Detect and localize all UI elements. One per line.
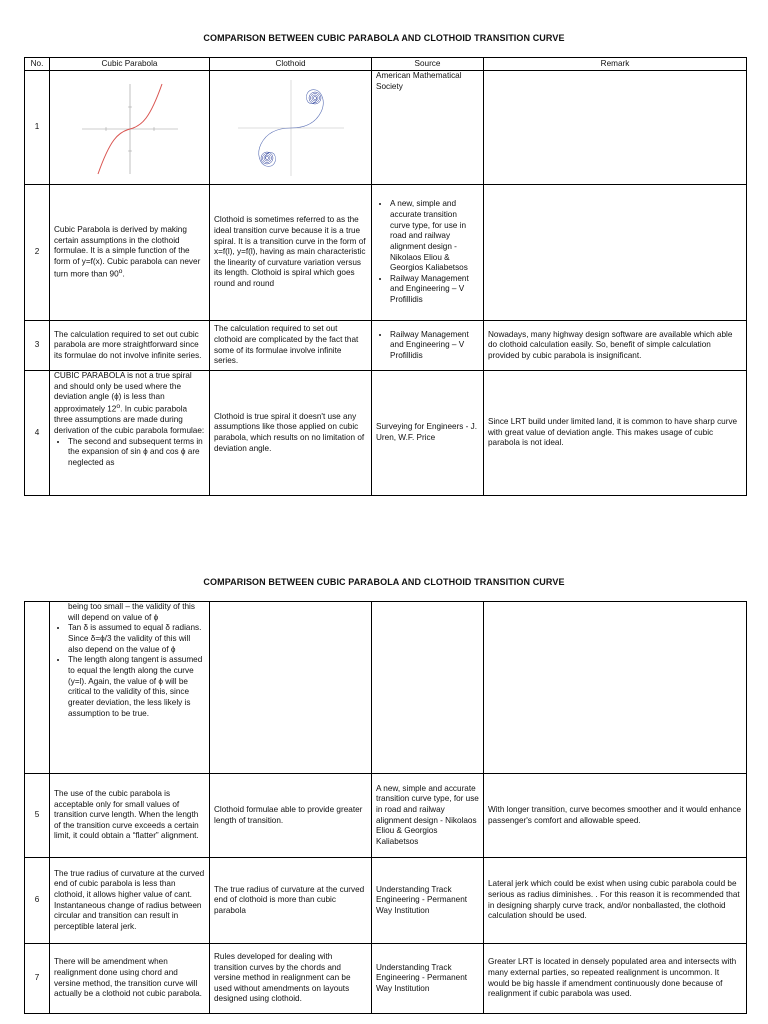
clothoid-cell: The calculation required to set out clothoid are complicated by the fact that some of its formulae involve infinite series. <box>210 321 372 371</box>
header-source: Source <box>372 58 484 71</box>
comparison-table-page-2 <box>24 601 747 1014</box>
table-row <box>25 944 747 1014</box>
remark-cell <box>484 71 747 185</box>
remark-cell: Nowadays, many highway design software are available which able do clothoid calculation easily. So, benefit of simple calculation provided by cubic parabola is insignificant. <box>484 321 747 371</box>
row-number: 5 <box>25 774 50 858</box>
cubic-parabola-cell: The true radius of curvature at the curved end of cubic parabola is less than clothoid, it allows higher value of cant. Instantaneous change of radius between circular and transition can result in perceptible lateral jerk. <box>50 858 210 944</box>
source-cell: Understanding Track Engineering - Permanent Way Institution <box>372 858 484 944</box>
row-number: 4 <box>25 371 50 496</box>
remark-cell: Lateral jerk which could be exist when using cubic parabola could be serious as radius diminishes. . For this reason it is recommended that in designing sharply curve track, and/or nonballasted, the clothoid calculation should be used. <box>484 858 747 944</box>
table-row <box>25 185 747 321</box>
clothoid-cell: The true radius of curvature at the curved end of clothoid is more than cubic parabola <box>210 858 372 944</box>
header-clothoid: Clothoid <box>210 58 372 71</box>
source-cell: A new, simple and accurate transition curve type, for use in road and railway alignment design - Nikolaos Eliou & Georgios Kaliabetsos <box>372 774 484 858</box>
list-item: • Tan δ is assumed to equal δ radians. Since δ=ϕ/3 the validity of this will also depend on the value of ϕ <box>68 623 205 655</box>
table-row <box>25 371 747 496</box>
header-row <box>25 58 747 71</box>
header-no: No. <box>25 58 50 71</box>
source-cell: Understanding Track Engineering - Permanent Way Institution <box>372 944 484 1014</box>
source-cell <box>372 602 484 774</box>
table-row <box>25 858 747 944</box>
cubic-text: Cubic Parabola is derived by making certain assumptions in the clothoid formulae. It is a simple function of the form of y=f(x). Cubic parabola can never turn more than 90 <box>54 224 201 279</box>
source-text: American Mathematical Society <box>376 71 462 91</box>
assumption-list <box>54 623 205 719</box>
row-number: 3 <box>25 321 50 371</box>
comparison-table-page-1 <box>24 57 747 496</box>
source-cell <box>372 321 484 371</box>
clothoid-cell: Clothoid formulae able to provide greater length of transition. <box>210 774 372 858</box>
source-cell <box>372 71 484 185</box>
degree-superscript: o <box>116 402 121 410</box>
cubic-parabola-plot <box>80 80 180 176</box>
cubic-text: CUBIC PARABOLA is not a true spiral and should only be used where the deviation angle (ϕ) is less than approximately 12 <box>54 371 192 414</box>
row-number: 1 <box>25 71 50 185</box>
page-title: COMPARISON BETWEEN CUBIC PARABOLA AND CLOTHOID TRANSITION CURVE <box>203 33 565 43</box>
remark-cell: With longer transition, curve becomes smoother and it would enhance passenger's comfort and allowable speed. <box>484 774 747 858</box>
clothoid-cell: Clothoid is sometimes referred to as the ideal transition curve because it is a true spiral. It is a transition curve in the form of x=f(l), y=f(l), having as main characteristic the linearity of curvature variation versus its length. Clothoid is spiral which goes round and round <box>210 185 372 321</box>
source-cell: Surveying for Engineers - J. Uren, W.F. Price <box>372 371 484 496</box>
table-row <box>25 602 747 774</box>
list-item: • Railway Management and Engineering – V Profillidis <box>390 330 479 362</box>
page-title: COMPARISON BETWEEN CUBIC PARABOLA AND CLOTHOID TRANSITION CURVE <box>203 577 565 587</box>
cubic-parabola-cell <box>50 602 210 774</box>
remark-cell: Greater LRT is located in densely populated area and intersects with many external parties, so repeated realignment is uncommon. It would be big hassle if amendment continuously done because of realignment if cubic parabola was used. <box>484 944 747 1014</box>
continued-text: being too small – the validity of this will depend on value of ϕ <box>68 602 195 622</box>
row-number: 2 <box>25 185 50 321</box>
cubic-parabola-cell <box>50 185 210 321</box>
source-list <box>376 330 479 362</box>
clothoid-cell <box>210 602 372 774</box>
remark-cell <box>484 602 747 774</box>
clothoid-graph <box>210 71 372 185</box>
cubic-parabola-cell: The calculation required to set out cubic parabola are more straightforward since its formulae do not involve infinite series. <box>50 321 210 371</box>
cubic-parabola-cell: There will be amendment when realignment done using chord and versine method, the transition curve will actually be a clothoid not cubic parabola. <box>50 944 210 1014</box>
list-item: • Railway Management and Engineering – V Profillidis <box>390 274 479 306</box>
source-cell <box>372 185 484 321</box>
cubic-parabola-cell: The use of the cubic parabola is acceptable only for small values of transition curve length. When the length of the transition curve exceeds a certain limit, it could obtain a “flatter” alignment. <box>50 774 210 858</box>
header-remark: Remark <box>484 58 747 71</box>
cubic-parabola-cell <box>50 371 210 496</box>
cubic-text-end: . <box>122 269 125 279</box>
list-item: • The second and subsequent terms in the expansion of sin ϕ and cos ϕ are neglected as <box>68 437 205 469</box>
row-number: 6 <box>25 858 50 944</box>
assumption-list <box>54 437 205 469</box>
clothoid-cell: Rules developed for dealing with transition curves by the chords and versine method in realignment can be used without amendments on layouts designed using clothoid. <box>210 944 372 1014</box>
clothoid-plot <box>236 78 346 178</box>
table-row <box>25 774 747 858</box>
header-cubic-parabola: Cubic Parabola <box>50 58 210 71</box>
remark-cell: Since LRT build under limited land, it is common to have sharp curve with great value of deviation angle. This makes usage of cubic parabola is not ideal. <box>484 371 747 496</box>
row-number <box>25 602 50 774</box>
cubic-text-cont: . In cubic parabola three assumptions are made during derivation of the cubic parabola formulae: <box>54 404 205 436</box>
degree-superscript: o <box>118 267 123 275</box>
cubic-parabola-graph <box>50 71 210 185</box>
table-row <box>25 71 747 185</box>
source-list <box>376 199 479 306</box>
table-row <box>25 321 747 371</box>
clothoid-cell: Clothoid is true spiral it doesn't use any assumptions like those applied on cubic parabola, which results on no limitation of deviation angle. <box>210 371 372 496</box>
list-item: • The length along tangent is assumed to equal the length along the curve (y=l). Again, the value of ϕ will be critical to the validity of this, since greater deviation, the less likely is assumption to be true. <box>68 655 205 719</box>
list-item: • A new, simple and accurate transition curve type, for use in road and railway alignment design - Nikolaos Eliou & Georgios Kaliabetsos <box>390 199 479 274</box>
row-number: 7 <box>25 944 50 1014</box>
remark-cell <box>484 185 747 321</box>
